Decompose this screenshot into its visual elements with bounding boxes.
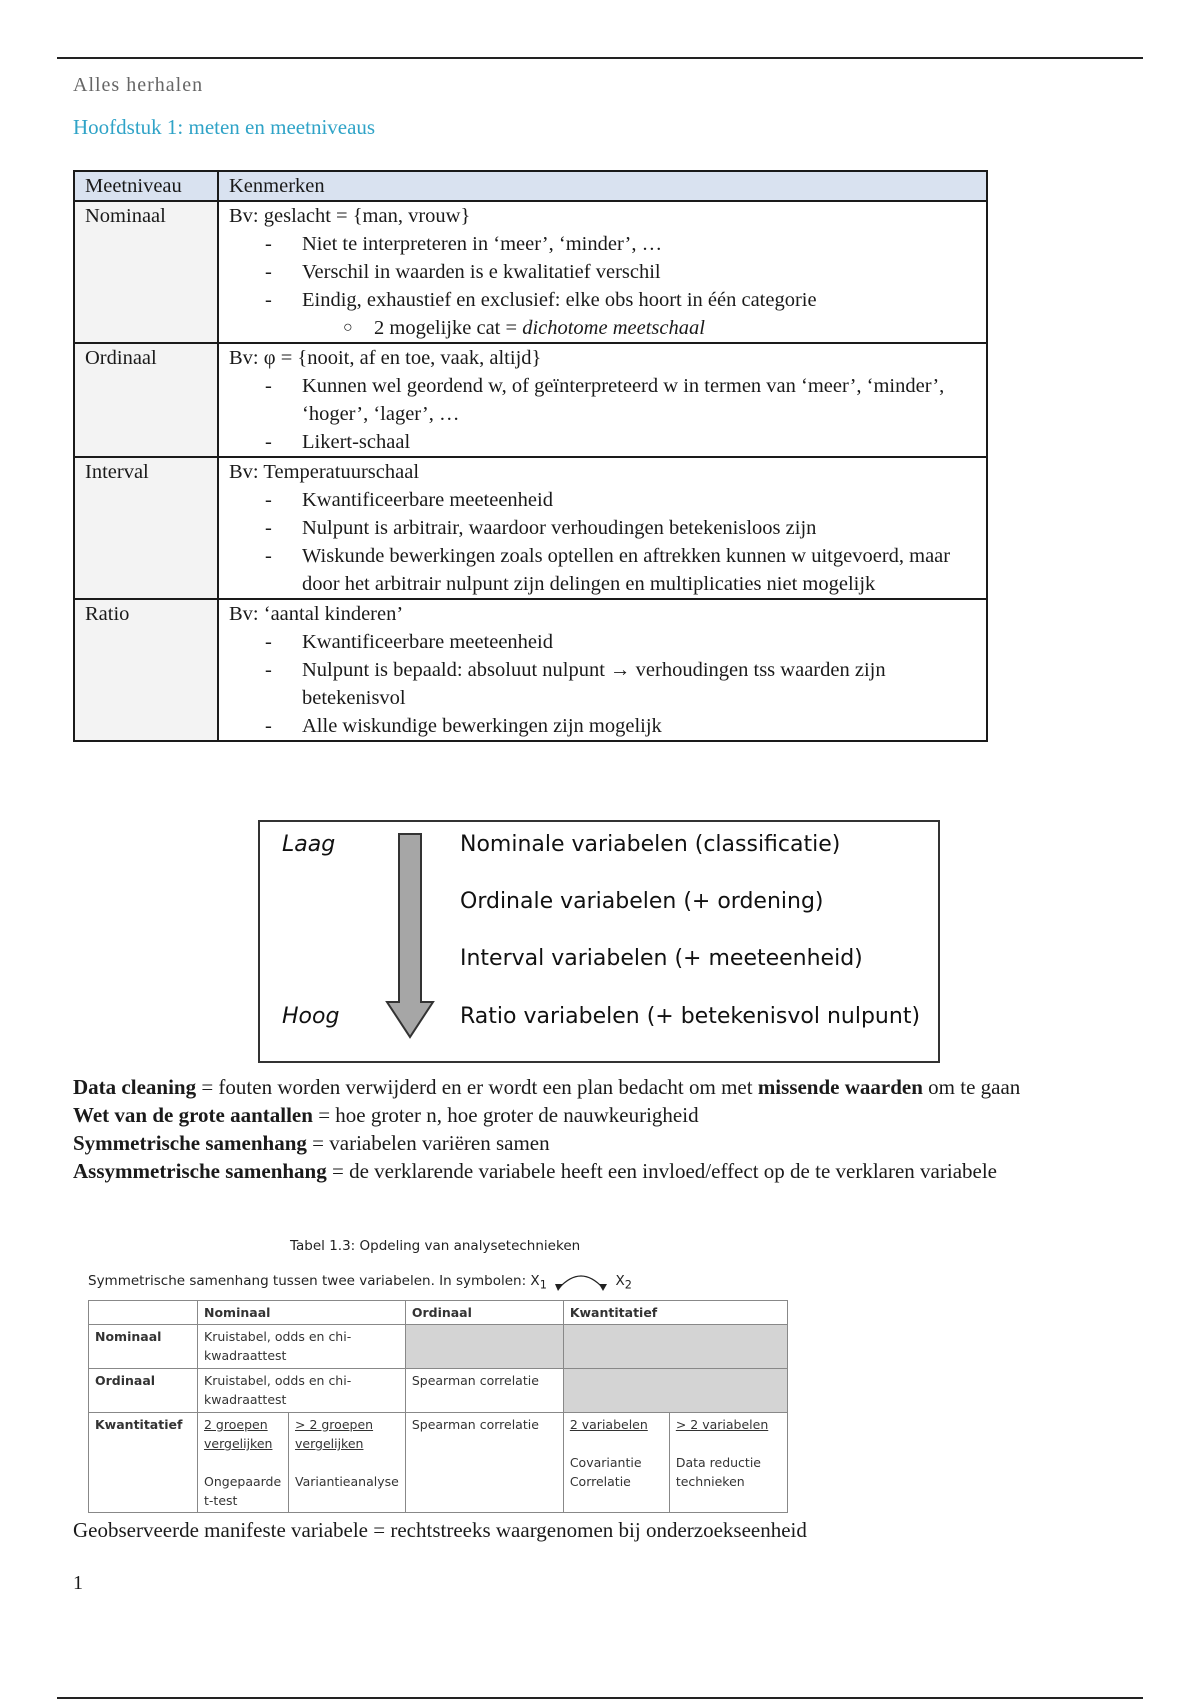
- level-characteristics: [218, 457, 987, 599]
- cell-empty: [405, 1325, 563, 1369]
- example: Bv: Temperatuurschaal: [229, 461, 420, 483]
- cell: > 2 variabelen Data reductie technieken: [669, 1413, 787, 1513]
- diagram-item-ordinal: Ordinale variabelen (+ ordening): [460, 889, 824, 914]
- table-row: [74, 343, 987, 457]
- col-header-nominaal: Nominaal: [198, 1301, 406, 1325]
- list-item: - Verschil in waarden is e kwalitatief verschil: [265, 261, 661, 283]
- header-meetniveau: Meetniveau: [74, 171, 218, 201]
- example: Bv: geslacht = {man, vrouw}: [229, 205, 471, 227]
- level-name: Interval: [74, 457, 218, 599]
- cell: 2 groepen vergelijken Ongepaarde t-test: [198, 1413, 289, 1513]
- list-item: - Alle wiskundige bewerkingen zijn mogelijk: [265, 715, 662, 737]
- example: Bv: ‘aantal kinderen’: [229, 603, 404, 625]
- table-header-row: [89, 1301, 788, 1325]
- list-item: - Nulpunt is bepaald: absoluut nulpunt → verhoudingen tss waarden zijn betekenisvol: [265, 659, 886, 709]
- table-row: [74, 457, 987, 599]
- table-subtitle: Symmetrische samenhang tussen twee variabelen. In symbolen: $X_1$ $X_2$: [88, 1270, 632, 1292]
- list-item: - Nulpunt is arbitrair, waardoor verhoudingen betekenisloos zijn: [265, 517, 817, 539]
- example: Bv: φ = {nooit, af en toe, vaak, altijd}: [229, 347, 542, 369]
- list-item: - Kunnen wel geordend w, of geïnterpreteerd w in termen van ‘meer’, ‘minder’, ‘hoger’, ‘lager’, …: [265, 375, 945, 425]
- low-label: Laag: [282, 832, 336, 857]
- diagram-item-interval: Interval variabelen (+ meeteenheid): [460, 946, 863, 971]
- down-arrow-icon: [385, 832, 435, 1042]
- level-name: Ordinaal: [74, 343, 218, 457]
- page-bottom-rule: [57, 1697, 1143, 1699]
- list-item: - Likert-schaal: [265, 431, 411, 453]
- list-item: - Kwantificeerbare meeteenheid: [265, 631, 553, 653]
- sub-list-item: ○ 2 mogelijke cat = dichotome meetschaal: [229, 314, 976, 342]
- table-row: [89, 1325, 788, 1369]
- table-row: [74, 599, 987, 741]
- cell: Spearman correlatie: [405, 1413, 563, 1513]
- list-item: - Eindig, exhaustief en exclusief: elke obs hoort in één categorie: [265, 289, 817, 311]
- cell: Spearman correlatie: [405, 1369, 563, 1413]
- list-item: - Wiskunde bewerkingen zoals optellen en aftrekken kunnen w uitgevoerd, maar door het arbitrair nulpunt zijn delingen en multiplicaties niet mogelijk: [265, 545, 951, 595]
- col-header-kwantitatief: Kwantitatief: [563, 1301, 787, 1325]
- cell: Kruistabel, odds en chi-kwadraattest: [198, 1325, 406, 1369]
- table-row: [89, 1413, 788, 1513]
- list-item: - Kwantificeerbare meeteenheid: [265, 489, 553, 511]
- level-characteristics: [218, 201, 987, 343]
- cell: Kruistabel, odds en chi-kwadraattest: [198, 1369, 406, 1413]
- header-kenmerken: Kenmerken: [218, 171, 987, 201]
- definitions-list: [73, 1073, 1133, 1185]
- diagram-item-ratio: Ratio variabelen (+ betekenisvol nulpunt): [460, 1004, 921, 1029]
- table-caption: Tabel 1.3: Opdeling van analysetechnieken: [290, 1238, 581, 1254]
- chapter-heading: Hoofdstuk 1: meten en meetniveaus: [73, 115, 376, 139]
- definition-manifest-variable: Geobserveerde manifeste variabele = rechtstreeks waargenomen bij onderzoekseenheid: [73, 1518, 807, 1542]
- level-name: Ratio: [74, 599, 218, 741]
- high-label: Hoog: [282, 1004, 340, 1029]
- level-name: Nominaal: [74, 201, 218, 343]
- definition-symmetric: Symmetrische samenhang = variabelen variëren samen: [73, 1131, 550, 1155]
- circle-bullet-icon: ○: [343, 319, 353, 336]
- row-header: Ordinaal: [89, 1369, 198, 1413]
- col-header-ordinaal: Ordinaal: [405, 1301, 563, 1325]
- measurement-levels-table: [73, 170, 988, 742]
- cell-empty: [563, 1325, 787, 1369]
- page-top-rule: [57, 57, 1143, 59]
- table-header-row: [74, 171, 987, 201]
- table-row: [74, 201, 987, 343]
- level-characteristics: [218, 343, 987, 457]
- page-number: 1: [73, 1572, 83, 1594]
- level-characteristics: [218, 599, 987, 741]
- list-item: - Niet te interpreteren in ‘meer’, ‘minder’, …: [265, 233, 663, 255]
- row-header: Nominaal: [89, 1325, 198, 1369]
- definition-asymmetric: Assymmetrische samenhang = de verklarende variabele heeft een invloed/effect op de te verklaren variabele: [73, 1159, 997, 1183]
- table-row: [89, 1369, 788, 1413]
- cell-empty: [563, 1369, 787, 1413]
- definition-data-cleaning: Data cleaning = fouten worden verwijderd en er wordt een plan bedacht om met missende waarden om te gaan: [73, 1075, 1021, 1099]
- cell: > 2 groepen vergelijken Variantieanalyse: [289, 1413, 406, 1513]
- curved-double-arrow-icon: [551, 1270, 611, 1292]
- definition-law-large-numbers: Wet van de grote aantallen = hoe groter n, hoe groter de nauwkeurigheid: [73, 1103, 699, 1127]
- diagram-item-nominal: Nominale variabelen (classificatie): [460, 832, 841, 857]
- analysis-techniques-table: [88, 1300, 788, 1513]
- row-header: Kwantitatief: [89, 1413, 198, 1513]
- measurement-level-diagram: [258, 820, 940, 1063]
- cell: 2 variabelen Covariantie Correlatie: [563, 1413, 669, 1513]
- document-title: Alles herhalen: [73, 74, 204, 96]
